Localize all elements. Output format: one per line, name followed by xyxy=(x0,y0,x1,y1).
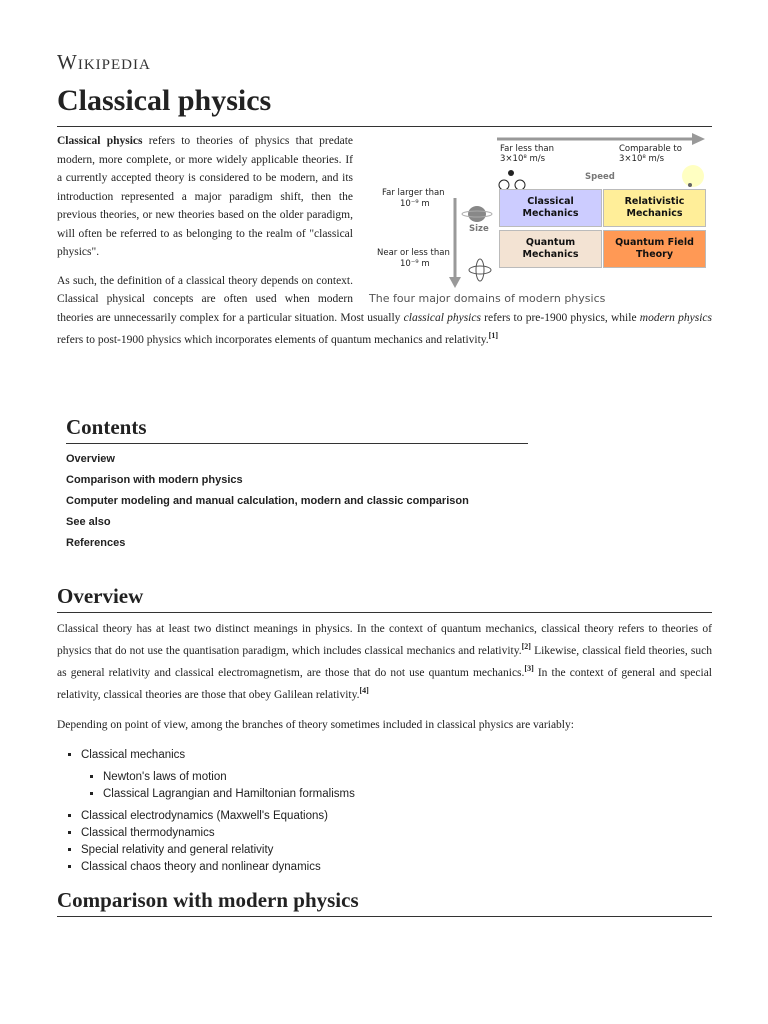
overview-section xyxy=(57,620,712,876)
t: refers to pre-1900 physics, while xyxy=(480,311,640,324)
speed-low-label: Far less than xyxy=(500,144,554,154)
list-item: ▪ Classical Lagrangian and Hamiltonian formalisms xyxy=(103,786,712,803)
overview-paragraph-2: Depending on point of view, among the branches of theory sometimes included in classical physics are variably: xyxy=(57,719,574,732)
table-of-contents xyxy=(66,415,528,554)
toc-item[interactable]: See also xyxy=(66,516,111,528)
t: Likewise, classical field theories, such as general relativity and classical electromagnetism, are those that do not use quantum mechanics. xyxy=(57,644,712,679)
overview-paragraph-1 xyxy=(57,620,712,703)
speed-label: Speed xyxy=(585,172,615,182)
branches-list xyxy=(57,747,712,876)
speed-low-value: 3×10⁸ m/s xyxy=(500,154,546,164)
citation-3[interactable]: [3] xyxy=(524,663,534,673)
list-item: ▪ Classical thermodynamics xyxy=(81,825,712,842)
comparison-heading: Comparison with modern physics xyxy=(57,888,712,917)
t: refers to post-1900 physics which incorporates elements of quantum mechanics and relativity. xyxy=(57,333,489,346)
t: Classical theory has at least two distinct meanings in physics. In the context of quantum mechanics, classical theory refers to theories of physics that do not use the quantisation paradigm, which includes classical mechanics and relativity. xyxy=(57,623,712,657)
cell-quantum-field-theory: Quantum Field Theory xyxy=(603,230,706,268)
t: modern physics xyxy=(639,311,712,324)
size-large-label: Far larger than xyxy=(382,188,445,198)
list-item: ▪ Classical electrodynamics (Maxwell's Equations) xyxy=(81,808,712,825)
intro-bold: Classical physics xyxy=(57,135,143,147)
t: Classical mechanics xyxy=(81,749,186,762)
size-small-label: Near or less than xyxy=(377,248,450,258)
size-large-value: 10⁻⁹ m xyxy=(400,199,430,209)
size-small-value: 10⁻⁹ m xyxy=(400,259,430,269)
wikipedia-logo[interactable]: Wikipedia xyxy=(57,50,151,74)
cell-relativistic-mechanics: Relativistic Mechanics xyxy=(603,189,706,227)
speed-high-label: Comparable to xyxy=(619,144,682,154)
citation-4[interactable]: [4] xyxy=(359,685,369,695)
domains-figure[interactable] xyxy=(367,132,712,304)
citation-1[interactable]: [1] xyxy=(488,331,498,340)
list-item: ▪ Special relativity and general relativity xyxy=(81,842,712,859)
t: As such, the definition of a classical theory depends on context. Classical physical concepts are often used when modern theories are unnecessarily complex for a particular situation. Most usually xyxy=(57,274,404,324)
contents-title: Contents xyxy=(66,415,528,444)
cell-classical-mechanics: Classical Mechanics xyxy=(499,189,602,227)
citation-2[interactable]: [2] xyxy=(521,642,531,651)
toc-item[interactable]: Overview xyxy=(66,453,115,465)
cell-quantum-mechanics: Quantum Mechanics xyxy=(499,230,602,268)
toc-item[interactable]: Computer modeling and manual calculation, modern and classic comparison xyxy=(66,495,469,507)
page-title: Classical physics xyxy=(57,84,712,127)
intro xyxy=(57,132,712,359)
list-item: ▪ Classical chaos theory and nonlinear dynamics xyxy=(81,859,712,876)
intro-text: refers to theories of physics that predate modern, more complete, or more widely applicable theories. If a currently accepted theory is considered to be modern, and its introduction represented a major paradigm shift, then the previous theories, or new theories based on the older paradigm, will often be referred to as belonging to the realm of "classical physics". xyxy=(57,135,353,258)
overview-heading: Overview xyxy=(57,584,712,613)
toc-item[interactable]: Comparison with modern physics xyxy=(66,474,243,486)
t: classical physics xyxy=(403,311,481,324)
figure-caption: The four major domains of modern physics xyxy=(369,292,606,305)
list-item xyxy=(81,747,712,803)
toc-item[interactable]: References xyxy=(66,537,126,549)
size-label: Size xyxy=(469,224,489,234)
t: In the context of general and special relativity, classical theories are those that obey Galilean relativity. xyxy=(57,666,712,701)
speed-high-value: 3×10⁸ m/s xyxy=(619,154,665,164)
list-item: ▪ Newton's laws of motion xyxy=(103,769,712,786)
